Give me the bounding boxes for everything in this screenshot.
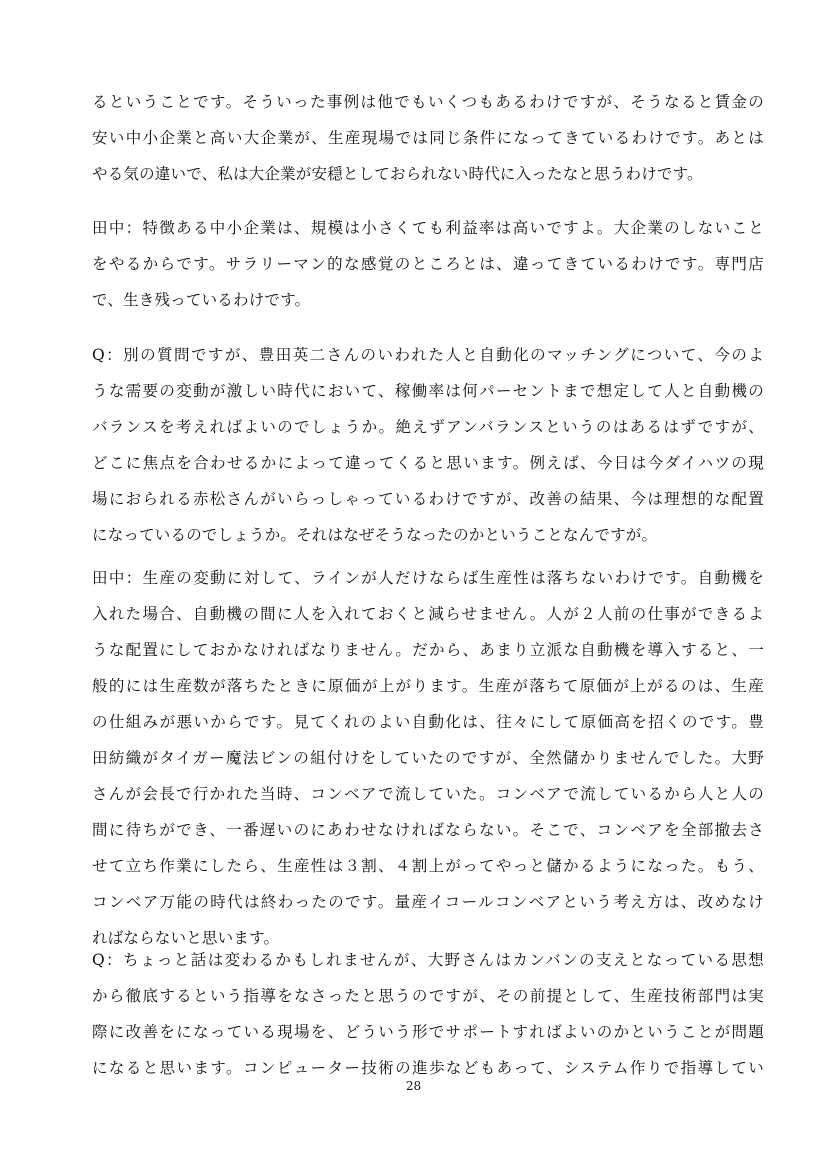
text-line: うな配置にしておかなければなりません。だから、あまり立派な自動機を導入すると、一 — [92, 641, 764, 659]
text-line: せて立ち作業にしたら、生産性は３割、４割上がってやっと儲かるようになった。もう、 — [92, 857, 764, 875]
text-line: 際に改善をになっている現場を、どういう形でサポートすればよいのかということが問題 — [92, 1023, 764, 1041]
text-line: になっているのでしょうか。それはなぜそうなったのかということなんですが。 — [92, 526, 658, 544]
text-line: 田中：生産の変動に対して、ラインが人だけならば生産性は落ちないわけです。自動機を — [92, 569, 764, 587]
text-line: さんが会長で行かれた当時、コンベアで流していた。コンベアで流しているから人と人の — [92, 785, 764, 803]
text-line: コンベア万能の時代は終わったのです。量産イコールコンベアという考え方は、改めなけ — [92, 893, 764, 911]
paragraph-5 — [92, 942, 764, 1086]
paragraph-3 — [92, 337, 764, 553]
text-line: どこに焦点を合わせるかによって違ってくると思います。例えば、今日は今ダイハツの現 — [92, 454, 764, 472]
text-line: 場におられる赤松さんがいらっしゃっているわけですが、改善の結果、今は理想的な配置 — [92, 490, 764, 508]
paragraph-4 — [92, 560, 764, 956]
text-line: るということです。そういった事例は他でもいくつもあるわけですが、そうなると賃金の — [92, 93, 764, 111]
paragraph-1 — [92, 84, 764, 192]
text-line: 田中：特徴ある中小企業は、規模は小さくても利益率は高いですよ。大企業のしないこと — [92, 219, 764, 237]
text-line: ればならないと思います。 — [92, 929, 280, 947]
text-line: Q：別の質問ですが、豊田英二さんのいわれた人と自動化のマッチングについて、今のよ — [92, 346, 764, 364]
text-line: やる気の違いで、私は大企業が安穏としておられない時代に入ったなと思うわけです。 — [92, 165, 703, 183]
text-line: バランスを考えればよいのでしょうか。絶えずアンバランスというのはあるはずですが、 — [92, 418, 764, 436]
paragraph-2 — [92, 210, 764, 318]
text-line: 田紡織がタイガー魔法ビンの組付けをしていたのですが、全然儲かりませんでした。大野 — [92, 749, 764, 767]
text-line: で、生き残っているわけです。 — [92, 291, 311, 309]
text-line: から徹底するという指導をなさったと思うのですが、その前提として、生産技術部門は実 — [92, 987, 764, 1005]
text-line: の仕組みが悪いからです。見てくれのよい自動化は、往々にして原価高を招くのです。豊 — [92, 713, 764, 731]
text-line: うな需要の変動が激しい時代において、稼働率は何パーセントまで想定して人と自動機の — [92, 382, 764, 400]
text-line: 般的には生産数が落ちたときに原価が上がります。生産が落ちて原価が上がるのは、生産 — [92, 677, 764, 695]
text-line: 間に待ちができ、一番遅いのにあわせなければならない。そこで、コンベアを全部撤去さ — [92, 821, 764, 839]
text-line: Q：ちょっと話は変わるかもしれませんが、大野さんはカンバンの支えとなっている思想 — [92, 951, 764, 969]
text-line: 安い中小企業と高い大企業が、生産現場では同じ条件になってきているわけです。あとは — [92, 129, 764, 147]
text-line: 入れた場合、自動機の間に人を入れておくと減らせません。人が２人前の仕事ができるよ — [92, 605, 764, 623]
page-number: 28 — [405, 1079, 422, 1093]
text-line: をやるからです。サラリーマン的な感覚のところとは、違ってきているわけです。専門店 — [92, 255, 764, 273]
text-line: になると思います。コンピューター技術の進歩などもあって、システム作りで指導してい — [92, 1059, 764, 1077]
